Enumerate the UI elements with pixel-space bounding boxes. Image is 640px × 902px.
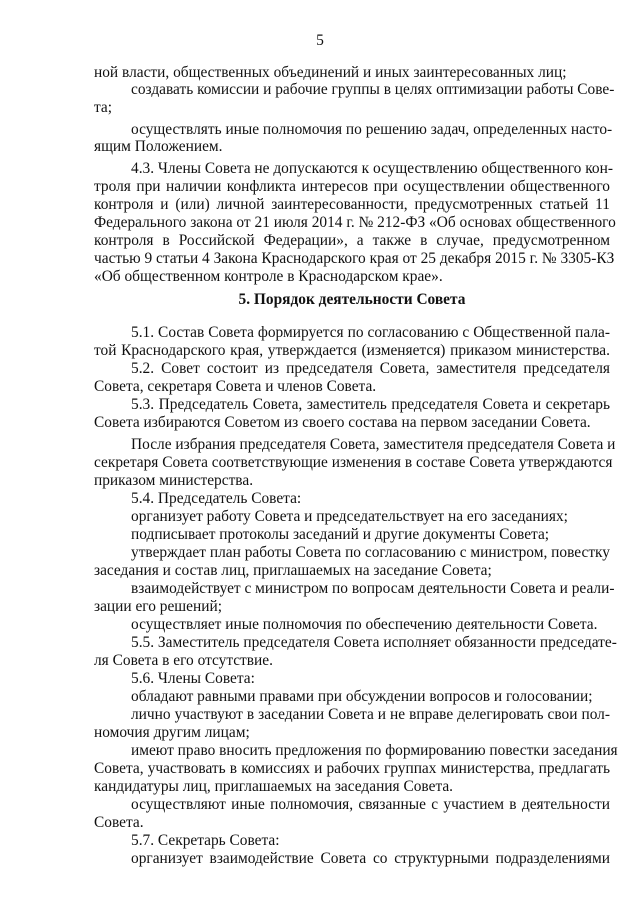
- text-line: создавать комиссии и рабочие группы в целях оптимизации работы Сове-: [131, 81, 615, 98]
- text-line: организует работу Совета и председательствует на его заседаниях;: [131, 508, 568, 525]
- text-line: имеют право вносить предложения по формированию повестки заседания: [131, 742, 618, 759]
- text-line: контроля и (или) личной заинтересованности, предусмотренных статьей 11: [94, 196, 610, 213]
- text-line: той Краснодарского края, утверждается (изменяется) приказом министерства.: [94, 342, 610, 359]
- text-line: заседания и состав лиц, приглашаемых на заседание Совета;: [94, 562, 492, 579]
- text-line: После избрания председателя Совета, заместителя председателя Совета и: [131, 436, 616, 453]
- text-line: осуществляет иные полномочия по обеспечению деятельности Совета.: [131, 616, 598, 633]
- text-line: утверждает план работы Совета по согласованию с министром, повестку: [131, 544, 610, 561]
- text-line: секретаря Совета соответствующие изменения в составе Совета утверждаются: [94, 454, 613, 471]
- text-line: организует взаимодействие Совета со структурными подразделениями: [131, 850, 610, 867]
- page-number: 5: [316, 32, 324, 49]
- text-line: 5.6. Члены Совета:: [131, 670, 255, 687]
- text-line: осуществлять иные полномочия по решению задач, определенных насто-: [131, 121, 613, 138]
- text-line: контроля в Российской Федерации», а также в случае, предусмотренном: [94, 232, 610, 249]
- text-line: ящим Положением.: [94, 138, 223, 155]
- text-line: «Об общественном контроле в Краснодарском крае».: [94, 268, 443, 285]
- text-line: зации его решений;: [94, 598, 222, 615]
- text-line: 5.1. Состав Совета формируется по согласованию с Общественной пала-: [131, 324, 610, 341]
- text-line: кандидатуры лиц, приглашаемых на заседания Совета.: [94, 778, 454, 795]
- text-line: ля Совета в его отсутствие.: [94, 652, 273, 669]
- text-line: 5.5. Заместитель председателя Совета исполняет обязанности председате-: [131, 634, 617, 651]
- text-line: обладают равными правами при обсуждении вопросов и голосовании;: [131, 688, 593, 705]
- text-line: лично участвуют в заседании Совета и не вправе делегировать свои пол-: [131, 706, 610, 723]
- text-line: Совета, секретаря Совета и членов Совета.: [94, 378, 377, 395]
- text-line: приказом министерства.: [94, 472, 254, 489]
- text-line: 4.3. Члены Совета не допускаются к осуществлению общественного кон-: [131, 160, 613, 177]
- section-heading: 5. Порядок деятельности Совета: [238, 291, 466, 308]
- text-line: осуществляют иные полномочия, связанные с участием в деятельности: [131, 796, 610, 813]
- text-line: Совета.: [94, 814, 144, 831]
- text-line: взаимодействует с министром по вопросам деятельности Совета и реали-: [131, 580, 615, 597]
- text-line: Федерального закона от 21 июля 2014 г. № 212-ФЗ «Об основах общественного: [94, 214, 616, 231]
- text-line: ной власти, общественных объединений и иных заинтересованных лиц;: [94, 64, 567, 81]
- text-line: подписывает протоколы заседаний и другие документы Совета;: [131, 526, 550, 543]
- text-line: Совета избираются Советом из своего состава на первом заседании Совета.: [94, 414, 591, 431]
- text-line: 5.2. Совет состоит из председателя Совета, заместителя председателя: [131, 360, 610, 377]
- text-line: 5.7. Секретарь Совета:: [131, 832, 280, 849]
- text-line: частью 9 статьи 4 Закона Краснодарского края от 25 декабря 2015 г. № 3305-КЗ: [94, 250, 615, 267]
- text-line: Совета, участвовать в комиссиях и рабочих группах министерства, предлагать: [94, 760, 610, 777]
- text-line: номочия другим лицам;: [94, 724, 250, 741]
- text-line: та;: [94, 99, 113, 116]
- text-line: троля при наличии конфликта интересов при осуществлении общественного: [94, 178, 610, 195]
- text-line: 5.4. Председатель Совета:: [131, 490, 302, 507]
- text-line: 5.3. Председатель Совета, заместитель председателя Совета и секретарь: [131, 396, 610, 413]
